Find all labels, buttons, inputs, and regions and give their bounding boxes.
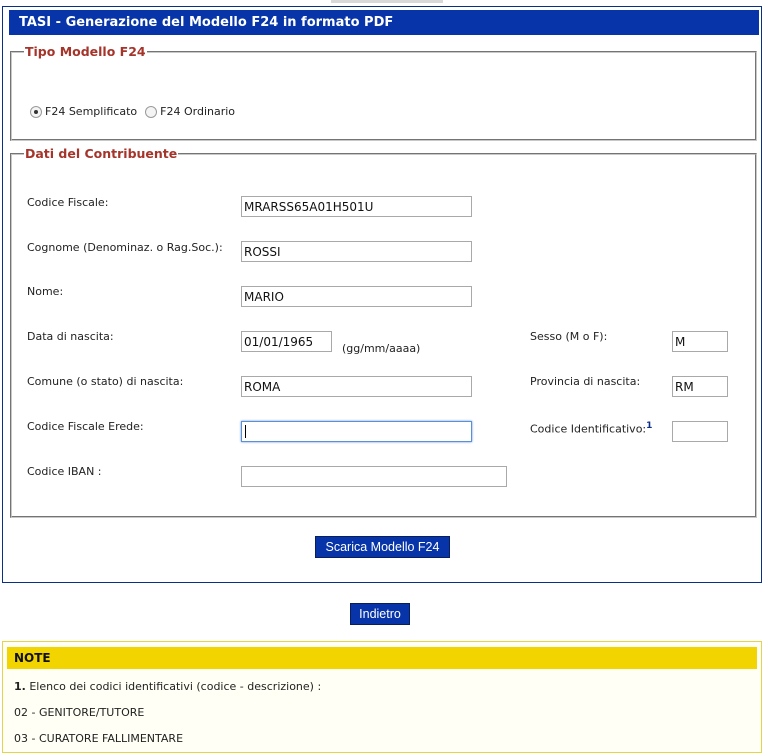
note-code: 02 - GENITORE/TUTORE — [14, 706, 145, 719]
radio-f24-ordinario[interactable] — [145, 106, 157, 118]
iban-label: Codice IBAN : — [27, 465, 102, 478]
note-box — [2, 641, 762, 753]
scarica-modello-button[interactable]: Scarica Modello F24 — [315, 536, 450, 558]
tipo-modello-legend: Tipo Modello F24 — [25, 44, 146, 59]
note-item-text: Elenco dei codici identificativi (codice - descrizione) : — [29, 680, 322, 693]
tipo-modello-options — [30, 105, 243, 118]
nome-label: Nome: — [27, 285, 64, 298]
sesso-field[interactable] — [672, 331, 728, 352]
data-format-hint: (gg/mm/aaaa) — [342, 342, 421, 355]
codice-fiscale-field[interactable] — [241, 196, 472, 217]
sesso-label: Sesso (M o F): — [530, 330, 608, 343]
cognome-field[interactable] — [241, 241, 472, 262]
provincia-nascita-field[interactable] — [672, 376, 728, 397]
comune-nascita-field[interactable] — [241, 376, 472, 397]
note-heading: NOTE — [7, 647, 757, 669]
page-title: TASI - Generazione del Modello F24 in formato PDF — [9, 10, 759, 35]
tipo-modello-fieldset — [10, 44, 757, 141]
indietro-button[interactable]: Indietro — [350, 603, 410, 625]
data-nascita-field[interactable] — [241, 331, 332, 352]
text-caret — [245, 425, 246, 438]
note-code: 03 - CURATORE FALLIMENTARE — [14, 732, 184, 745]
radio-f24-ordinario-label[interactable]: F24 Ordinario — [160, 105, 236, 118]
provincia-nascita-label: Provincia di nascita: — [530, 375, 641, 388]
cognome-label: Cognome (Denominaz. o Rag.Soc.): — [27, 241, 223, 254]
top-decoration — [331, 0, 443, 3]
note-item — [14, 680, 321, 693]
footnote-link[interactable]: 1 — [646, 421, 653, 431]
codice-fiscale-label: Codice Fiscale: — [27, 196, 109, 209]
radio-f24-semplificato-label[interactable]: F24 Semplificato — [45, 105, 138, 118]
iban-field[interactable] — [241, 466, 507, 487]
radio-f24-semplificato[interactable] — [30, 106, 42, 118]
codice-identificativo-label-wrap — [530, 421, 652, 436]
form-panel — [2, 6, 762, 583]
dati-contribuente-fieldset — [10, 146, 757, 518]
note-item-number: 1. — [14, 680, 26, 693]
nome-field[interactable] — [241, 286, 472, 307]
data-nascita-label: Data di nascita: — [27, 330, 114, 343]
codice-fiscale-erede-label: Codice Fiscale Erede: — [27, 420, 144, 433]
codice-fiscale-erede-field[interactable] — [241, 421, 472, 442]
codice-identificativo-label: Codice Identificativo: — [530, 422, 647, 436]
comune-nascita-label: Comune (o stato) di nascita: — [27, 375, 184, 388]
codice-identificativo-field[interactable] — [672, 421, 728, 442]
dati-contribuente-legend: Dati del Contribuente — [25, 146, 178, 161]
